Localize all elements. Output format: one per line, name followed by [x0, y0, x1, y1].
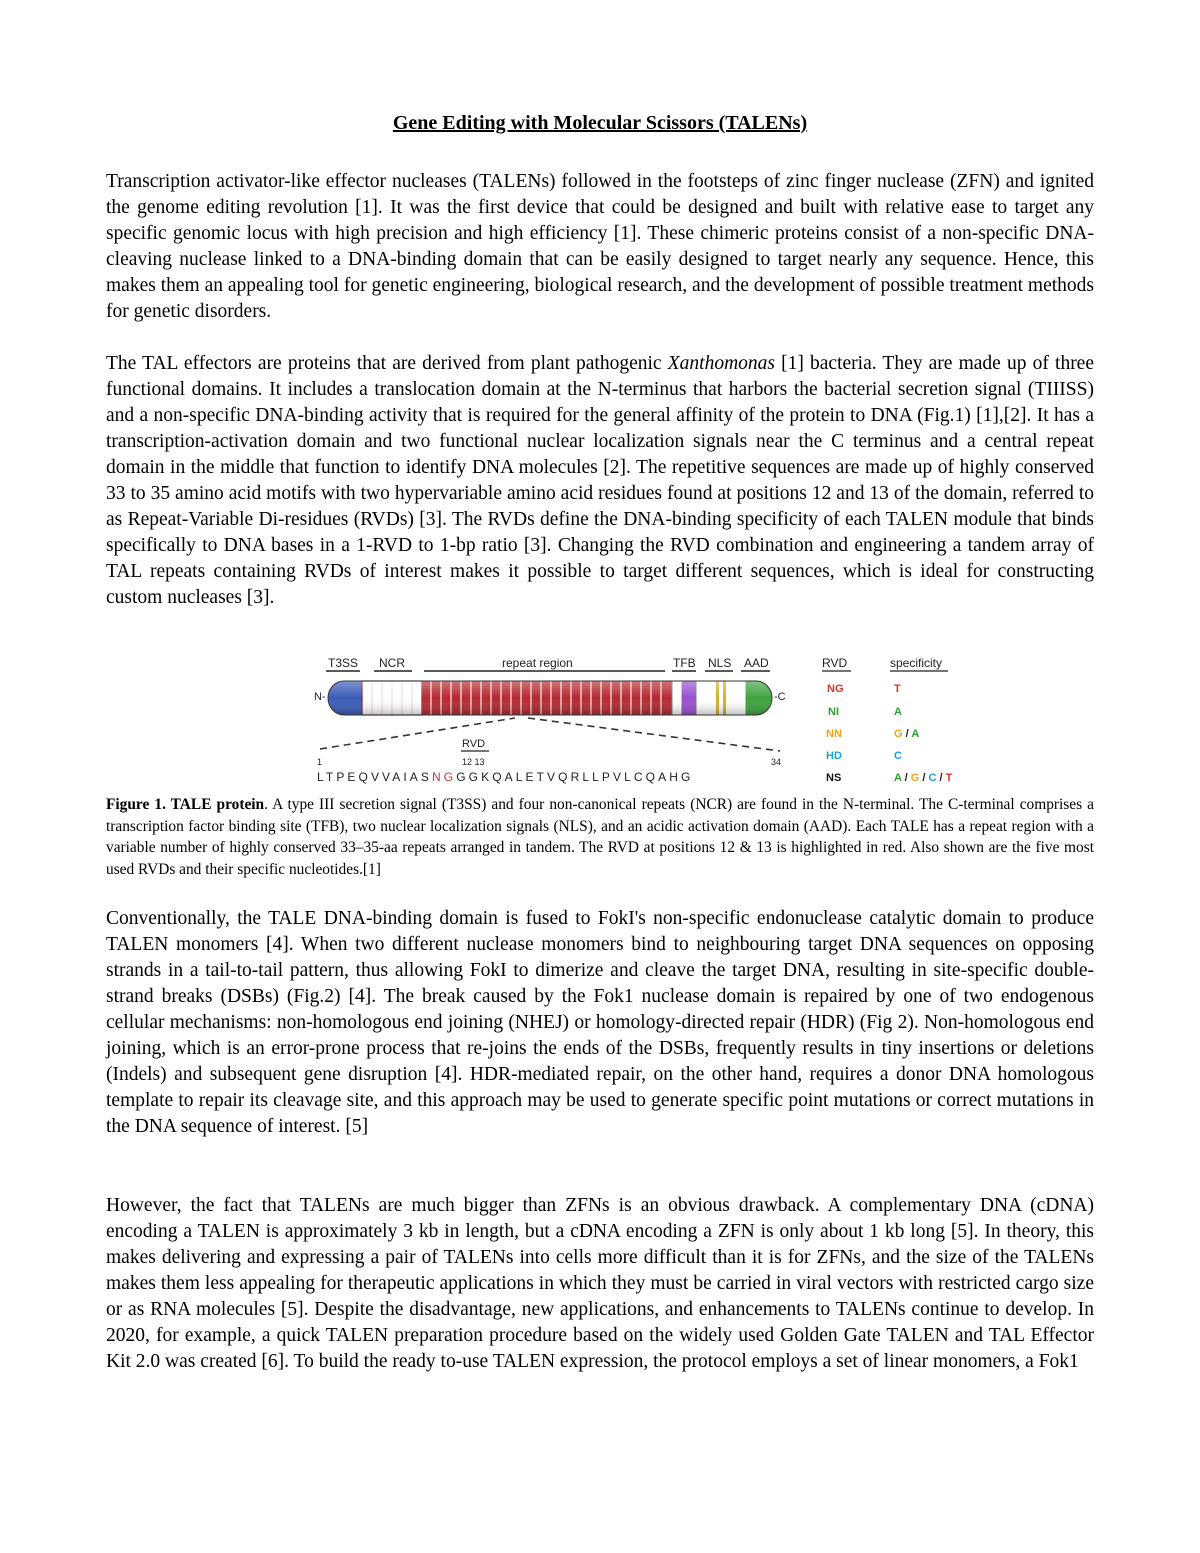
species-name: Xanthomonas	[667, 353, 775, 374]
caption-title: Figure 1. TALE protein	[106, 796, 265, 813]
repeat-region-label: repeat region	[502, 656, 573, 670]
tfb-label: TFB	[673, 656, 696, 670]
zoom-line-left	[320, 718, 515, 749]
rvd-ni: NI	[828, 706, 839, 718]
paragraph-text: The TAL effectors are proteins that are derived from plant pathogenic	[106, 353, 668, 374]
amino-acid-sequence	[317, 770, 693, 784]
nls-label: NLS	[708, 656, 732, 670]
position-1-label: 1	[317, 757, 323, 767]
rvd-marker-label: RVD	[462, 738, 486, 750]
rvd-ns: NS	[826, 772, 842, 784]
spec-ni: A	[894, 706, 902, 718]
spec-ns: A / G / C / T	[894, 772, 953, 784]
position-12-13-label: 12 13	[462, 757, 485, 767]
paragraph-text: [1] bacteria. They are made up of three functional domains. It includes a translocation domain at the N-terminus that harbors the bacterial secretion signal (TIIISS) and a non-specific DNA-binding activity that is required for the general affinity of the protein to DNA (Fig.1) [1],[2]. It has a transcription-activation domain and two functional nuclear localization signals near the C terminus and a central repeat domain in the middle that function to identify DNA molecules [2]. The repetitive sequences are made up of highly conserved 33 to 35 amino acid motifs with two hypervariable amino acid residues found at positions 12 and 13 of the domain, referred to as Repeat-Variable Di-residues (RVDs) [3]. The RVDs define the DNA-binding specificity of each TALEN module that binds specifically to DNA bases in a 1-RVD to 1-bp ratio [3]. Changing the RVD combination and engineering a tandem array of TAL repeats containing RVDs of interest makes it possible to target different sequences, which is ideal for constructing custom nucleases [3].	[106, 353, 1094, 608]
sequence-before-rvd: LTPEQVVAIAS	[317, 770, 433, 784]
sequence-rvd: NG	[432, 770, 457, 784]
paragraph-tal-effectors	[106, 351, 1094, 611]
paragraph-fokI: Conventionally, the TALE DNA-binding domain is fused to FokI's non-specific endonuclease catalytic domain to produce TALEN monomers [4]. When two different nuclease monomers bind to neighbouring target DNA sequences on opposing strands in a tail-to-tail pattern, thus allowing FokI to dimerize and cleave the target DNA, resulting in site-specific double-strand breaks (DSBs) (Fig.2) [4]. The break caused by the Fok1 nuclease domain is repaired by one of two endogenous cellular mechanisms: non-homologous end joining (NHEJ) or homology-directed repair (HDR) (Fig 2). Non-homologous end joining, which is an error-prone process that re-joins the ends of the DSBs, frequently results in tiny insertions or deletions (Indels) and subsequent gene disruption [4]. HDR-mediated repair, on the other hand, requires a donor DNA homologous template to repair its cleavage site, and this approach may be used to generate specific point mutations or correct mutations in the DNA sequence of interest. [5]	[106, 908, 1094, 1137]
position-34-label: 34	[771, 757, 782, 767]
figure-caption	[106, 794, 1094, 880]
table-header-specificity: specificity	[890, 656, 943, 670]
n-terminus-label: N-	[314, 691, 326, 703]
rvd-ng: NG	[827, 683, 844, 695]
tale-protein-figure	[300, 648, 980, 788]
spec-nn: G / A	[894, 728, 920, 740]
aad-label: AAD	[744, 656, 769, 670]
c-terminus-label: -C	[774, 691, 786, 703]
paragraph-drawbacks: However, the fact that TALENs are much bigger than ZFNs is an obvious drawback. A complementary DNA (cDNA) encoding a TALEN is approximately 3 kb in length, but a cDNA encoding a ZFN is only about 1 kb long [5]. In theory, this makes delivering and expressing a pair of TALENs into cells more difficult than it is for ZFNs, and the size of the TALENs makes them less appealing for therapeutic applications in which they must be carried in viral vectors with restricted cargo size or as RNA molecules [5]. Despite the disadvantage, new applications, and enhancements to TALENs continue to develop. In 2020, for example, a quick TALEN preparation procedure based on the widely used Golden Gate TALEN and TAL Effector Kit 2.0 was created [6]. To build the ready to-use TALEN expression, the protocol employs a set of linear monomers, a Fok1	[106, 1195, 1094, 1372]
caption-text: . A type III secretion signal (T3SS) and four non-canonical repeats (NCR) are found in the N-terminal. The C-terminal comprises a transcription factor binding site (TFB), two nuclear localization signals (NLS), and an acidic activation domain (AAD). Each TALE has a repeat region with a variable number of highly conserved 33–35-aa repeats arranged in tandem. The RVD at positions 12 & 13 is highlighted in red. Also shown are the five most used RVDs and their specific nucleotides.[1]	[106, 796, 1094, 878]
ncr-label: NCR	[379, 656, 405, 670]
t3ss-label: T3SS	[328, 656, 359, 670]
protein-outline	[328, 681, 772, 715]
tale-protein-diagram	[300, 648, 980, 788]
spec-ng: T	[894, 683, 901, 695]
rvd-nn: NN	[826, 728, 842, 740]
zoom-line-right	[528, 718, 780, 751]
document-title: Gene Editing with Molecular Scissors (TALENs)	[392, 112, 808, 134]
paragraph-intro: Transcription activator-like effector nucleases (TALENs) followed in the footsteps of zinc finger nuclease (ZFN) and ignited the genome editing revolution [1]. It was the first device that could be designed and built with relative ease to target any specific genomic locus with high precision and high efficiency [1]. These chimeric proteins consist of a non-specific DNA-cleaving nuclease linked to a DNA-binding domain that can be easily designed to target nearly any sequence. Hence, this makes them an appealing tool for genetic engineering, biological research, and the development of possible treatment methods for genetic disorders.	[106, 171, 1094, 322]
rvd-hd: HD	[826, 750, 842, 762]
sequence-after-rvd: GGKQALETVQRLLPVLCQAHG	[456, 770, 694, 784]
table-header-rvd: RVD	[822, 656, 848, 670]
spec-hd: C	[894, 750, 902, 762]
